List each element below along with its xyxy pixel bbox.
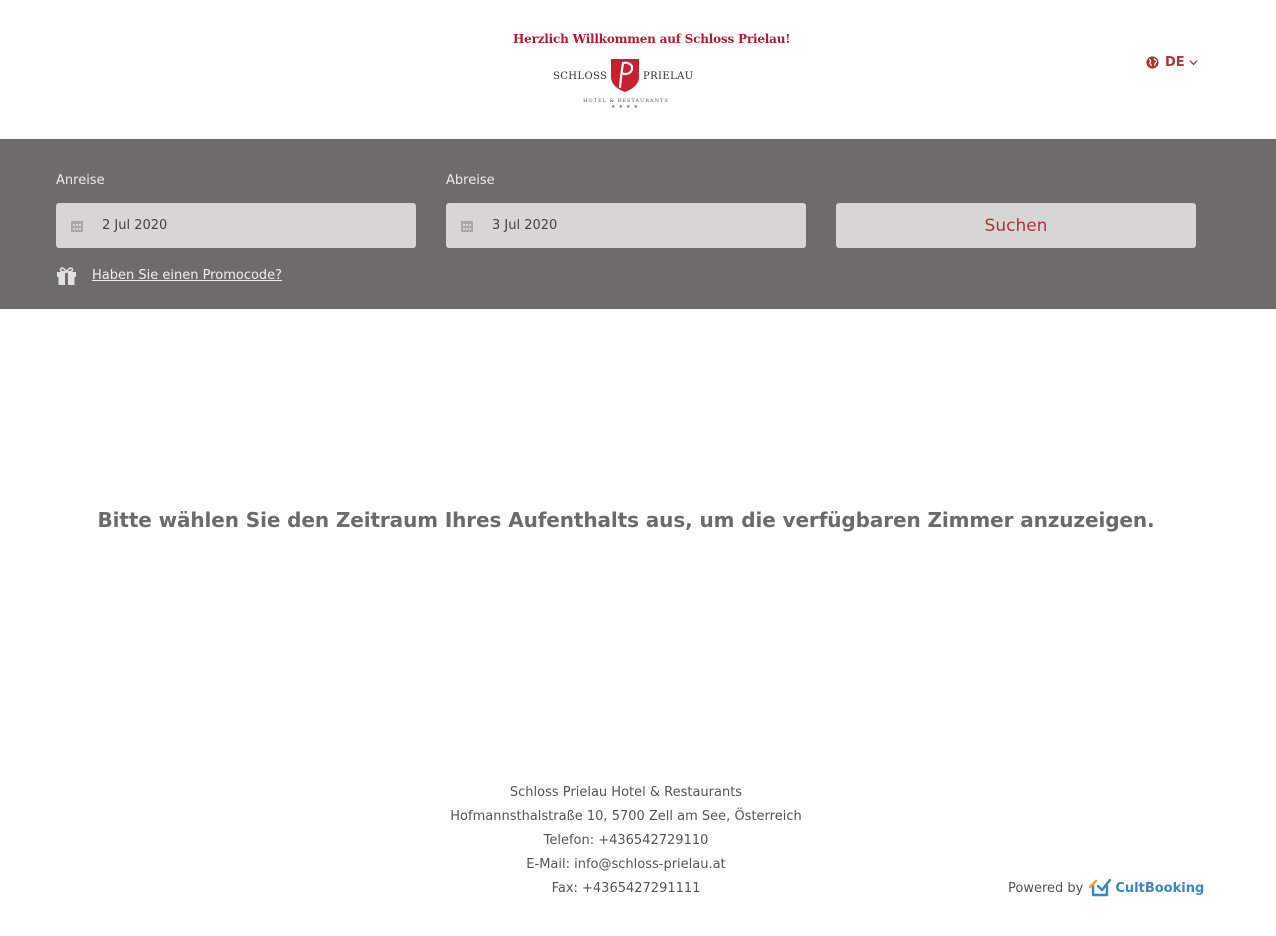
cultbooking-brand: CultBooking: [1115, 880, 1205, 896]
cultbooking-logo-icon: [1089, 877, 1111, 899]
shield-logo-icon: [609, 57, 641, 93]
arrival-label: Anreise: [56, 173, 105, 188]
contact-info: [326, 782, 926, 902]
hotel-email: E-Mail: info@schloss-prielau.at: [526, 857, 726, 872]
promo-code-link[interactable]: Haben Sie einen Promocode?: [92, 268, 283, 283]
gift-icon: [56, 265, 77, 286]
promo-code-toggle[interactable]: [56, 265, 282, 286]
hotel-fax: Fax: +4365427291111: [551, 881, 701, 896]
departure-date-value: 3 Jul 2020: [492, 218, 558, 233]
welcome-text: Herzlich Willkommen auf Schloss Prielau!: [513, 32, 791, 46]
select-dates-message: Bitte wählen Sie den Zeitraum Ihres Aufenthalts aus, um die verfügbaren Zimmer anzuzeigen.: [97, 508, 1155, 532]
language-label: DE: [1165, 54, 1185, 70]
logo-mark: [513, 57, 739, 93]
departure-date-input[interactable]: [446, 203, 806, 248]
logo-word-left: SCHLOSS: [553, 71, 608, 82]
arrival-date-input[interactable]: [56, 203, 416, 248]
cultbooking-link[interactable]: [1089, 877, 1204, 899]
arrival-date-value: 2 Jul 2020: [102, 218, 168, 233]
powered-by-label: Powered by: [1008, 880, 1084, 896]
hotel-address: Hofmannsthalstraße 10, 5700 Zell am See, Österreich: [450, 809, 802, 824]
search-panel: [0, 139, 1276, 309]
chevron-down-icon: [1189, 58, 1198, 67]
calendar-icon: [70, 219, 84, 233]
departure-label: Abreise: [446, 173, 495, 188]
search-button[interactable]: Suchen: [836, 203, 1196, 248]
logo-word-right: PRIELAU: [643, 71, 694, 82]
hotel-phone: Telefon: +436542729110: [543, 833, 709, 848]
language-selector[interactable]: [1146, 53, 1198, 71]
logo-subtitle: HOTEL & RESTAURANTS: [583, 98, 669, 104]
powered-by: [1008, 877, 1204, 899]
hotel-name: Schloss Prielau Hotel & Restaurants: [509, 785, 743, 800]
hotel-logo[interactable]: [513, 30, 791, 112]
logo-stars: ★★★★: [611, 104, 641, 110]
site-header: [0, 0, 1276, 139]
globe-icon: [1146, 56, 1159, 69]
calendar-icon: [460, 219, 474, 233]
